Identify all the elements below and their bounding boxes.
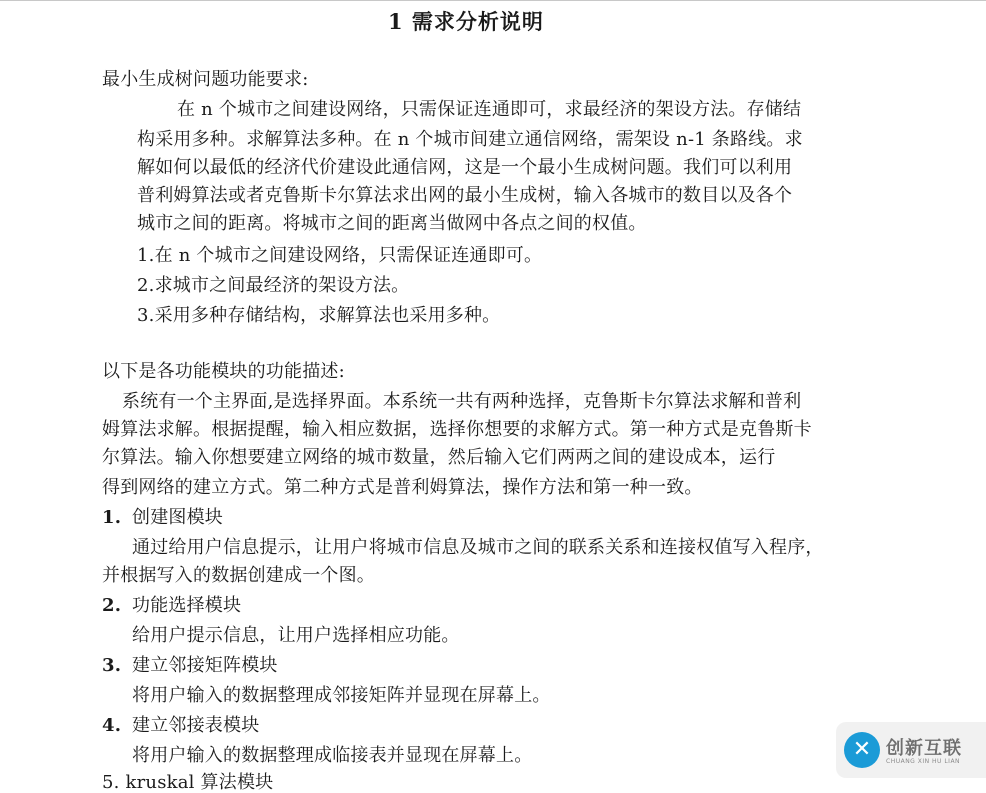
module-title: 建立邻接表模块 <box>132 715 260 736</box>
section-heading-requirements: 最小生成树问题功能要求: <box>102 69 309 90</box>
module-description: 将用户输入的数据整理成临接表并显现在屏幕上。 <box>132 745 533 766</box>
module-description: 通过给用户信息提示，让用户将城市信息及城市之间的联系关系和连接权值写入程序， <box>132 537 824 558</box>
paragraph-line: 姆算法求解。根据提醒，输入相应数据，选择你想要的求解方式。第一种方式是克鲁斯卡 <box>102 419 812 440</box>
requirement-item: 2.求城市之间最经济的架设方法。 <box>137 275 410 296</box>
module-description: 给用户提示信息，让用户选择相应功能。 <box>132 625 460 646</box>
module-title: 建立邻接矩阵模块 <box>132 655 278 676</box>
top-border <box>0 0 986 1</box>
paragraph-line: 系统有一个主界面,是选择界面。本系统一共有两种选择，克鲁斯卡尔算法求解和普利 <box>122 391 802 412</box>
watermark-logo <box>836 722 986 778</box>
paragraph-line: 尔算法。输入你想要建立网络的城市数量，然后输入它们两两之间的建设成本，运行 <box>102 447 776 468</box>
paragraph-line: 普利姆算法或者克鲁斯卡尔算法求出网的最小生成树，输入各城市的数目以及各个 <box>137 185 793 206</box>
paragraph-line: 解如何以最低的经济代价建设此通信网，这是一个最小生成树问题。我们可以利用 <box>137 157 793 178</box>
module-number: 1. <box>102 507 122 528</box>
paragraph-line: 得到网络的建立方式。第二种方式是普利姆算法，操作方法和第一种一致。 <box>102 477 703 498</box>
page-title: 1 需求分析说明 <box>388 9 544 34</box>
requirement-item: 3.采用多种存储结构，求解算法也采用多种。 <box>137 305 501 326</box>
watermark-name: 创新互联 <box>886 738 962 759</box>
requirement-item: 1.在 n 个城市之间建设网络，只需保证连通即可。 <box>137 245 543 266</box>
module-number: 3. <box>102 655 122 676</box>
section-heading-modules: 以下是各功能模块的功能描述: <box>102 361 345 382</box>
watermark-subtext: CHUANG XIN HU LIAN <box>886 758 961 765</box>
creative-x-logo-icon: ✕ <box>844 732 880 768</box>
module-title: 功能选择模块 <box>132 595 242 616</box>
paragraph-line: 在 n 个城市之间建设网络，只需保证连通即可，求最经济的架设方法。存储结 <box>177 99 802 120</box>
paragraph-line: 城市之间的距离。将城市之间的距离当做网中各点之间的权值。 <box>137 213 647 234</box>
partial-module-line: 5. kruskal 算法模块 <box>102 772 274 793</box>
paragraph-line: 构采用多种。求解算法多种。在 n 个城市间建立通信网络，需架设 n-1 条路线。求 <box>137 129 803 150</box>
module-description: 并根据写入的数据创建成一个图。 <box>102 565 375 586</box>
module-title: 创建图模块 <box>132 507 223 528</box>
module-description: 将用户输入的数据整理成邻接矩阵并显现在屏幕上。 <box>132 685 551 706</box>
module-number: 4. <box>102 715 122 736</box>
module-number: 2. <box>102 595 122 616</box>
